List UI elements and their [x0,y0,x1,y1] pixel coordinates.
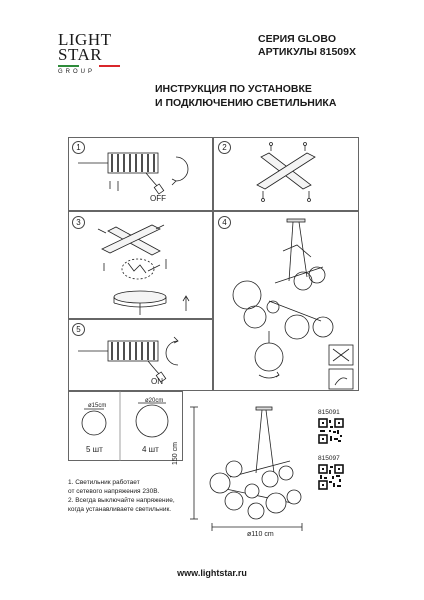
bulb-small-count: 5 шт [86,445,103,454]
qr-code-2 [318,464,344,490]
series-name: СЕРИЯ GLOBO [258,33,337,45]
article-numbers: АРТИКУЛЫ 81509X [258,46,356,58]
dimension-drawing [190,403,310,538]
qr-code-1 [318,418,344,444]
step-4-illustration [213,211,359,391]
brand-logo [58,32,122,75]
article-code-2: 815097 [318,455,340,462]
step-1-off-label: OFF [150,194,166,203]
step-5-on-label: ON [151,377,163,386]
step-1-number: 1 [72,141,85,154]
document-title [155,82,336,110]
logo-flag-stripe [58,65,120,67]
step-2-illustration [213,137,359,211]
step-5-illustration [68,319,213,391]
step-3-number: 3 [72,216,85,229]
logo-group: GROUP [58,69,96,75]
safety-notes [68,478,175,514]
logo-line-1: LIGHT [58,30,112,49]
title-line-2: И ПОДКЛЮЧЕНИЮ СВЕТИЛЬНИКА [155,97,337,109]
note-line: когда устанавливаете светильник. [68,506,172,513]
website-url[interactable]: www.lightstar.ru [177,568,247,578]
width-dimension: ø110 cm [247,531,274,538]
step-1-illustration [68,137,213,211]
step-2-number: 2 [218,141,231,154]
article-code-1: 815091 [318,409,340,416]
bulb-large-size: ø20cm [145,398,164,404]
note-line: 2. Всегда выключайте напряжение, [68,497,175,504]
step-4-number: 4 [218,216,231,229]
note-line: 1. Светильник работает [68,479,140,486]
logo-line-2: STAR [58,45,103,64]
series-block [258,33,356,59]
height-dimension: 150 cm [172,442,179,465]
step-5-number: 5 [72,323,85,336]
bulb-small-size: ø15cm [88,403,107,409]
note-line: от сетевого напряжения 230В. [68,488,160,495]
step-3-illustration [68,211,213,319]
title-line-1: ИНСТРУКЦИЯ ПО УСТАНОВКЕ [155,83,312,95]
bulb-large-count: 4 шт [142,445,159,454]
